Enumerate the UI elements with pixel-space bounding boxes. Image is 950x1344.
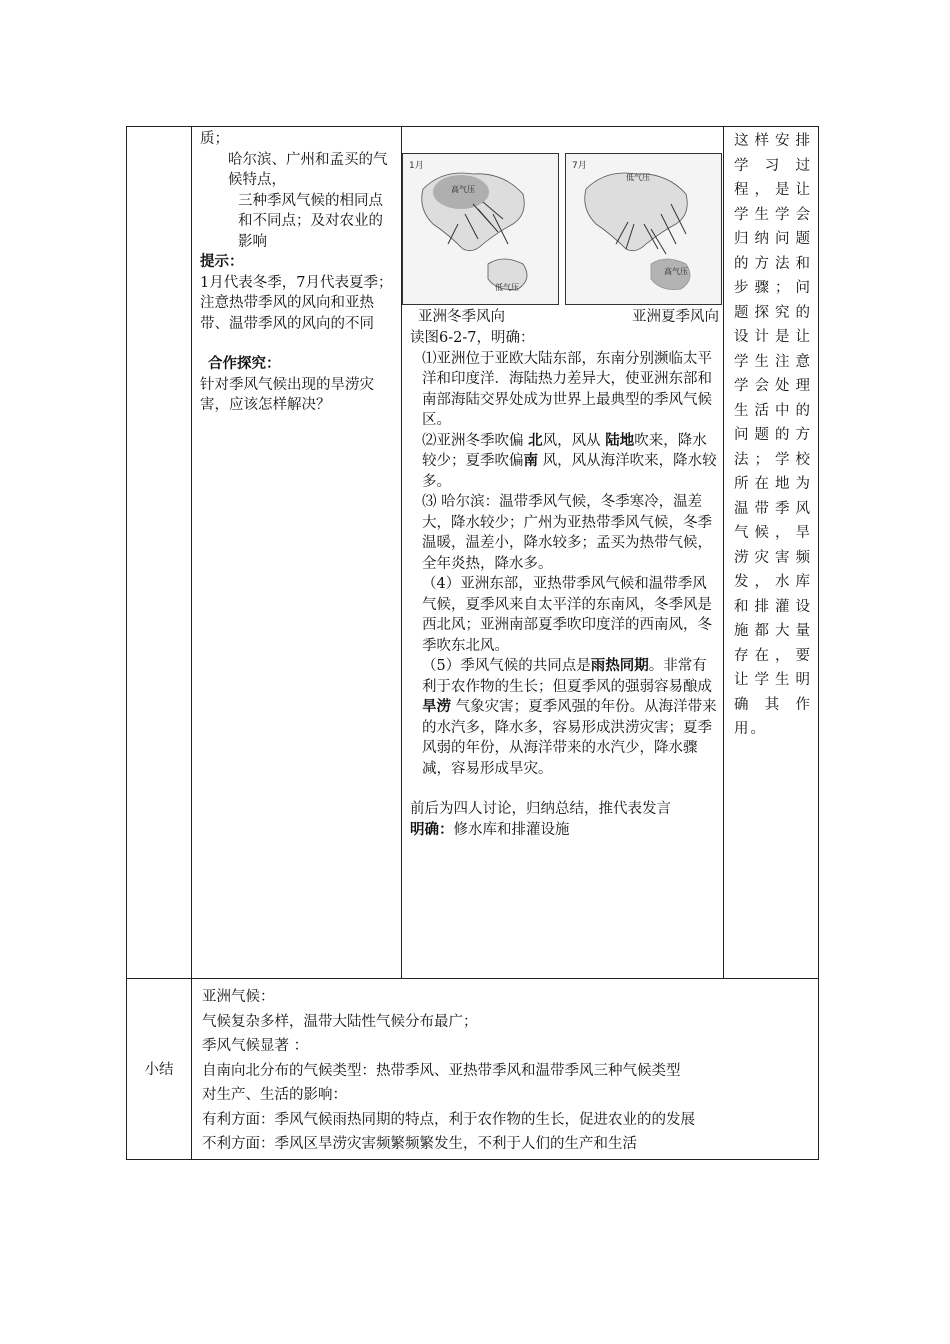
map-captions (402, 303, 723, 326)
quality-line: 质； (200, 131, 229, 147)
discussion-line: 前后为四人讨论，归纳总结，推代表发言 (410, 801, 671, 817)
winter-low-label: 低气压 (495, 283, 519, 292)
design-intent-text: 这样安排学习过程，是让学生学会归纳问题的方法和步骤；问题探究的设计是让学生注意学会处理生活中的问题的方法；学校所在地为温带季风气候，旱涝灾害频发，水库和排灌设施都大量存在，要让学生明确其作用。 (734, 133, 812, 737)
summary-line: 亚洲气候： (202, 989, 275, 1005)
point-4: （4）亚洲东部，亚热带季风气候和温带季风气候，夏季风来自太平洋的东南风，冬季风是西北风；亚洲南部夏季吹印度洋的西南风，冬季吹东北风。 (422, 576, 712, 654)
conclusion-line: 明确：修水库和排灌设施 (410, 821, 570, 838)
summary-line: 气候复杂多样，温带大陆性气候分布最广； (202, 1013, 478, 1030)
compare-line: 三种季风气候的相同点和不同点；及对农业的影响 (238, 192, 383, 250)
coop-text: 针对季风气候出现的旱涝灾害，应该怎样解决？ (200, 376, 374, 413)
point-1: ⑴亚洲位于亚欧大陆东部，东南分别濒临太平洋和印度洋．海陆热力差异大，使亚洲东部和南部海陆交界处成为世界上最典型的季风气候区。 (422, 350, 712, 428)
winter-month-label: 1月 (409, 161, 424, 171)
point-3: ⑶ 哈尔滨：温带季风气候，冬季寒冷，温差大，降水较少；广州为亚热带季风气候，冬季温暖，温差小，降水较多；孟买为热带气候，全年炎热，降水多。 (422, 494, 712, 572)
harbin-line: 哈尔滨、广州和孟买的气候特点， (228, 151, 388, 188)
main-row (127, 127, 819, 979)
student-activity-cell (192, 127, 402, 979)
winter-caption: 亚洲冬季风向 (418, 309, 505, 325)
summary-lines (192, 979, 818, 1159)
teacher-activity-cell (402, 127, 724, 979)
winter-map-graphic (403, 154, 558, 304)
summary-line: 对生产、生活的影响： (202, 1087, 347, 1103)
point-5: （5）季风气候的共同点是雨热同期。非常有利于农作物的生长；但夏季风的强弱容易酿成 旱涝 气象灾害；夏季风强的年份。从海洋带来的水汽多，降水多，容易形成洪涝灾害；夏季风弱的年份，从海洋带来的水汽少，降水骤减，容易形成旱灾。 (422, 658, 717, 777)
summary-label: 小结 (127, 979, 192, 1160)
summary-line: 有利方面：季风气候雨热同期的特点，利于农作物的生长，促进农业的的发展 (202, 1111, 695, 1128)
hint-text: 1月代表冬季，7月代表夏季；注意热带季风的风向和亚热带、温带季风的风向的不同 (200, 274, 393, 332)
summary-line: 不利方面：季风区旱涝灾害频繁频繁发生，不利于人们的生产和生活 (202, 1136, 637, 1152)
read-figure-line: 读图6-2-7，明确： (410, 330, 535, 346)
lesson-table (126, 126, 819, 1160)
summary-line: 自南向北分布的气候类型：热带季风、亚热带季风和温带季风三种气候类型 (202, 1062, 681, 1079)
summer-monsoon-map (565, 153, 722, 305)
summary-row (127, 979, 819, 1160)
summer-month-label: 7月 (572, 161, 587, 171)
point-2: ⑵亚洲冬季吹偏 北风，风从 陆地吹来，降水较少；夏季吹偏南 风，风从海洋吹来，降水较多。 (422, 432, 717, 490)
winter-monsoon-map (402, 153, 559, 305)
summary-line: 季风气候显著 ： (202, 1038, 309, 1054)
hint-title: 提示： (200, 254, 244, 270)
summary-cell (192, 979, 819, 1160)
summer-caption: 亚洲夏季风向 (632, 309, 719, 325)
winter-high-label: 高气压 (451, 185, 475, 194)
summer-low-label: 低气压 (626, 173, 650, 182)
design-intent-cell (724, 127, 819, 979)
coop-title: 合作探究： (208, 356, 281, 372)
stage-cell-empty (127, 127, 192, 979)
summer-high-label: 高气压 (664, 267, 688, 276)
monsoon-maps (402, 127, 723, 303)
